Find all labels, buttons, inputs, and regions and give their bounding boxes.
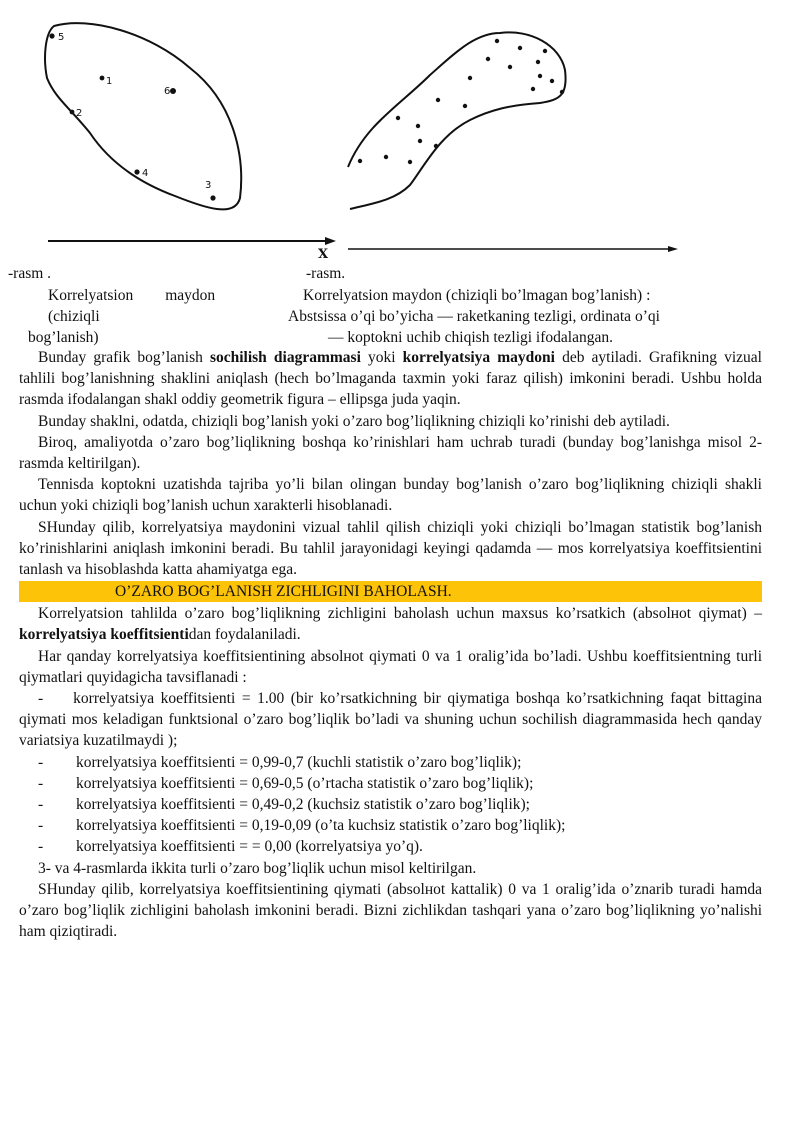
x-axis-arrow [325,237,336,245]
list-item: - korrelyatsiya koeffitsienti = 0,49-0,2 (kuchsiz statistik o’zaro bog’liqlik); [38,796,530,814]
paragraph: Har qanday korrelyatsiya koeffitsientining absolнot qiymati 0 va 1 oralig’ida bo’ladi. Ushbu koeffitsientning turli qiymatlari quyidagicha tavsiflanadi : [19,647,762,686]
paragraph: Biroq, amaliyotda o’zaro bog’liqlikning boshqa ko’rinishlari ham uchrab turadi (bunday bog’lanishga misol 2-rasmda keltirilgan). [19,433,762,473]
point-label: 1 [106,76,113,87]
point-label: 5 [58,32,65,43]
figure-right-caption: Korrelyatsion maydon (chiziqli bo’lmagan bog’lanish) : Abstsissa o’qi bo’yicha — raketkaning tezligi, ordinata o’qi — koptokni uchib chiqish tezligi ifodalangan. [288,287,660,346]
list-item: - korrelyatsiya koeffitsienti = 0,19-0,09 (o’ta kuchsiz statistik o’zaro bog’liqlik); [38,817,566,835]
list-item: - korrelyatsiya koeffitsienti = = 0,00 (korrelyatsiya yo’q). [38,838,423,856]
figure-left-caption: Korrelyatsion maydon(chiziqli bog’lanish) [28,287,216,346]
list-item: - korrelyatsiya koeffitsienti = 0,99-0,7 (kuchli statistik o’zaro bog’liqlik); [38,753,522,771]
figure-left-number: -rasm . [8,265,52,282]
paragraph: Bunday shaklni, odatda, chiziqli bog’lanish yoki o’zaro bog’liqlikning chiziqli ko’rinishi deb aytiladi. [38,412,670,430]
point-label: 4 [142,168,149,179]
paragraph: SHunday qilib, korrelyatsiya koeffitsientining qiymati (absolнot kattalik) 0 va 1 oralig’ida o’znarib turadi hamda o’zaro bog’liqlik zichligini baholash imkonini beradi. Bizni zichlikdan tashqari yana o’zaro bog’liqlikning yo’nalishi ham qiziqtiradi. [19,880,762,941]
figure-right-correlation-field [340,25,685,260]
figure-left-correlation-field [40,18,340,258]
figure-right-number: -rasm. [306,265,346,282]
curved-field-outline [348,32,566,209]
paragraph: Bunday grafik bog’lanish sochilish diagrammasi yoki korrelyatsiya maydoni deb aytiladi. Grafikning vizual tahlili bog’lanishning shaklini aniqlash (hech bo’lmaganda taxmin yoki faraz qilish) imkonini beradi. Ushbu holda rasmda ifodalangan shakl oddiy geometrik figura – ellipsga juda yaqin. [19,349,762,409]
x-axis-label: X [318,247,329,258]
paragraph: Korrelyatsion tahlilda o’zaro bog’liqlikning zichligini baholash uchun maxsus ko’rsatkich (absolнot qiymat) – korrelyatsiya koeffitsientidan foydalaniladi. [19,605,762,644]
section-heading: O’ZARO BOG’LANISH ZICHLIGINI BAHOLASH. [19,581,762,602]
paragraph: 3- va 4-rasmlarda ikkita turli o’zaro bog’liqlik uchun misol keltirilgan. [38,859,477,877]
list-item: - korrelyatsiya koeffitsienti = 0,69-0,5 (o’rtacha statistik o’zaro bog’liqlik); [38,774,534,792]
list-item: - korrelyatsiya koeffitsienti = 1.00 (bir ko’rsatkichning bir qiymatiga boshqa ko’rsatkichning faqat bittagina qiymati mos keladigan funktsional o’zaro bog’liqlik bo’ladi va shuning uchun sochilish diagrammasida hech qanday variatsiya kuzatilmaydi ); [19,690,762,750]
paragraph: SHunday qilib, korrelyatsiya maydonini vizual tahlil qilish chiziqli yoki chiziqli bo’lmagan statistik bog’lanish ko’rinishlarini aniqlash imkonini beradi. Bu tahlil jarayonidagi keyingi qadamda — mos korrelyatsiya koeffitsientini tanlash va hisoblashda katta ahamiyatga ega. [19,518,762,579]
point-label: 2 [76,108,83,119]
point-label: 6 [164,86,171,97]
ellipse-outline [45,23,241,209]
x-axis-arrow [668,246,678,252]
paragraph: Tennisda koptokni uzatishda tajriba yo’li bilan olingan bunday bog’lanish o’zaro bog’liqlikning chiziqli shakli uchun yoki chiziqli bog’lanish uchun xarakterli hisoblanadi. [19,476,762,515]
point-label: 3 [205,180,212,191]
document-body [19,347,762,942]
data-points [358,39,564,164]
